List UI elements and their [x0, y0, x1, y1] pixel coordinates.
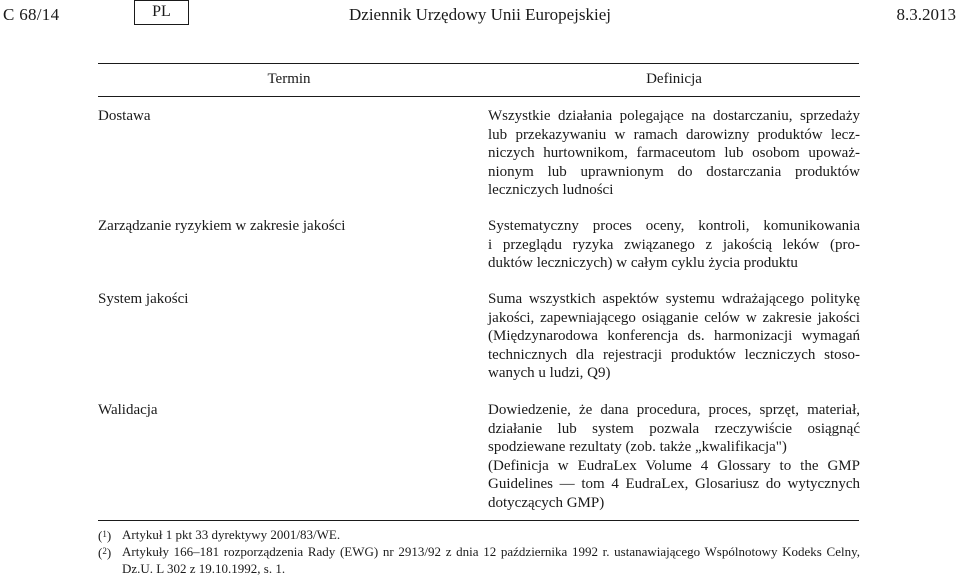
term-dostawa: Dostawa: [98, 108, 151, 124]
definition-line: Guidelines — tom 4 EudraLex, Glosariusz do wytycznych: [488, 476, 860, 492]
definition-line: jakości, zapewniającego osiąganie celów w zakresie jakości: [488, 309, 860, 326]
footnote-mark: ($^1$): [98, 528, 112, 543]
definition-line: wanych u ludzi, Q9): [488, 365, 611, 381]
footnote-1: [98, 526, 860, 543]
definition-line: (Międzynarodowa konferencja ds. harmonizacji wymagań: [488, 328, 860, 344]
definition-line: spodziewane rezultaty (zob. także „kwalifikacja"): [488, 439, 787, 455]
definition-quality-system: [488, 290, 860, 383]
footnote-text: Artykuł 1 pkt 33 dyrektywy 2001/83/WE.: [122, 527, 341, 542]
definition-validation: [488, 401, 860, 512]
definition-line: leczniczych ludności: [488, 182, 614, 198]
column-header-term: Termin: [267, 71, 311, 87]
definition-quality-risk-management: [488, 217, 860, 273]
page-reference: C 68/14: [3, 5, 60, 24]
definition-line: Dowiedzenie, że dana procedura, proces, sprzęt, materiał,: [488, 402, 860, 418]
footnotes: [98, 526, 860, 577]
language-badge: PL: [134, 0, 189, 25]
definition-line: dotyczących GMP): [488, 494, 605, 511]
definition-line: Wszystkie działania polegające na dostarczaniu, sprzedaży: [488, 108, 860, 124]
footnote-text: Artykuły 166–181 rozporządzenia Rady (EWG) nr 2913/92 z dnia 12 października 1992 r. ustanawiającego Wspólnotowy Kodeks Celny, Dz.U. L 302 z 19.10.1992, s. 1.: [122, 544, 860, 576]
header-divider: [98, 96, 860, 97]
definition-line: działanie lub system pozwala rzeczywiście osiągnąć: [488, 420, 860, 437]
definition-dostawa: [488, 107, 860, 200]
definition-line: niczych hurtownikom, farmaceutom lub osobom upoważ-: [488, 145, 860, 161]
definition-line: Suma wszystkich aspektów systemu wdrażającego politykę: [488, 291, 860, 307]
definition-line: (Definicja w EudraLex Volume 4 Glossary to the GMP: [488, 457, 860, 474]
footnote-2: [98, 543, 860, 577]
definition-line: lub przekazywaniu w ramach darowizny produktów lecz-: [488, 126, 860, 143]
journal-title: Dziennik Urzędowy Unii Europejskiej: [349, 5, 612, 24]
definition-line: i przeglądu ryzyka związanego z jakością leków (pro-: [488, 236, 860, 253]
definition-line: nionym lub uprawnionym do dostarczania produktów: [488, 163, 860, 180]
footnote-number: 2: [102, 546, 107, 556]
column-header-definition: Definicja: [646, 71, 702, 87]
footnote-mark: ($^2$): [98, 545, 112, 560]
definition-line: technicznych dla rejestracji produktów leczniczych stoso-: [488, 346, 860, 363]
footnote-number: 1: [102, 529, 107, 539]
page-header: [0, 0, 959, 32]
publication-date: 8.3.2013: [896, 5, 956, 24]
term-validation: Walidacja: [98, 402, 158, 418]
term-quality-risk-management: Zarządzanie ryzykiem w zakresie jakości: [98, 218, 346, 234]
definition-line: duktów leczniczych) w całym cyklu życia produktu: [488, 255, 798, 271]
term-quality-system: System jakości: [98, 291, 189, 307]
definition-line: Systematyczny proces oceny, kontroli, komunikowania: [488, 218, 860, 234]
